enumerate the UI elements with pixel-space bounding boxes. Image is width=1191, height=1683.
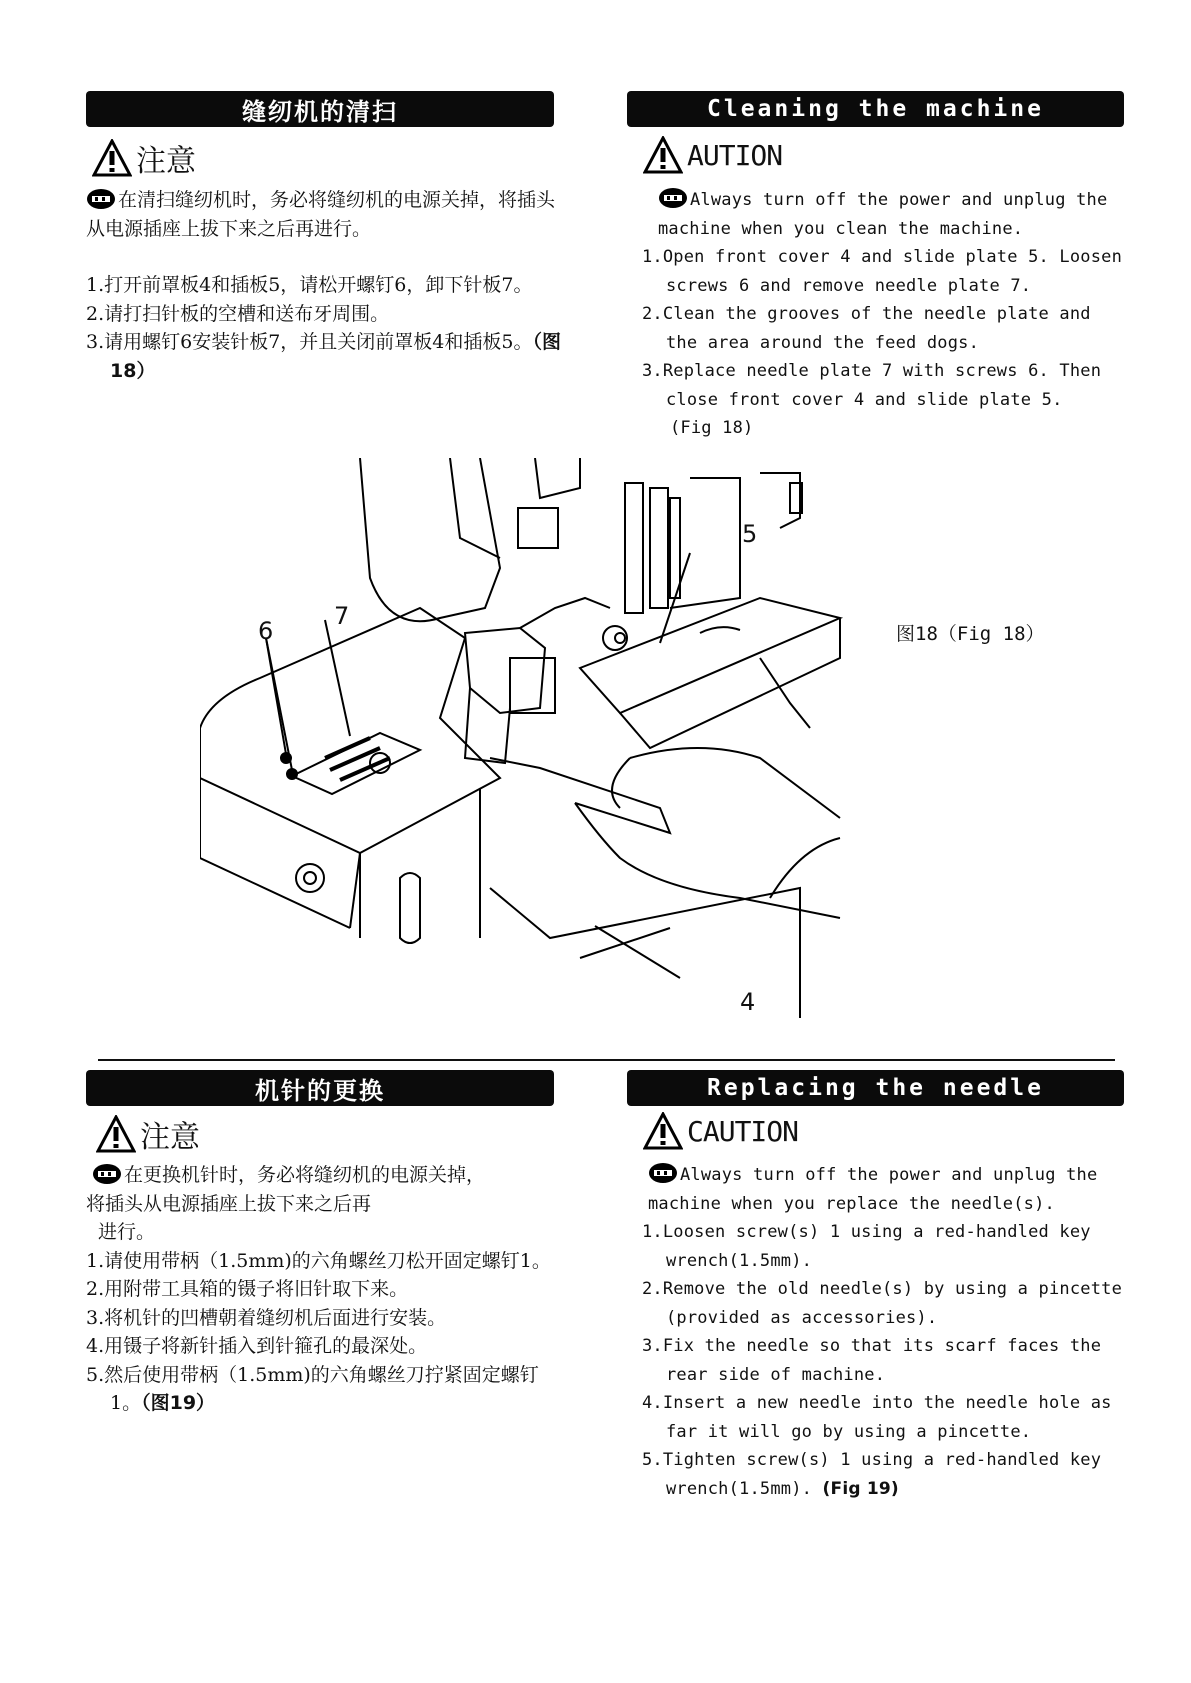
caution-heading-needle-en <box>643 1112 798 1150</box>
step-4: 4.用镊子将新针插入到针箍孔的最深处。 <box>86 1335 428 1357</box>
step-3: 3.Fix the needle so that its scarf faces the rear side of machine. <box>642 1336 1102 1385</box>
unplug-icon <box>658 187 688 209</box>
caution-label: CAUTION <box>687 1114 799 1148</box>
warning-text: 在更换机针时，务必将缝纫机的电源关掉， <box>86 1161 566 1190</box>
callout-6: 6 <box>258 617 274 645</box>
callout-4: 4 <box>740 988 756 1016</box>
caution-label: 注意 <box>136 144 196 179</box>
caution-heading-cleaning-en <box>643 136 782 174</box>
step-3: 3.请用螺钉6安装针板7，并且关闭前罩板4和插板5。（图18） <box>86 331 561 382</box>
step-3: 3.Replace needle plate 7 with screws 6. Then close front cover 4 and slide plate 5. <box>642 361 1102 410</box>
fig-ref: （图18） <box>110 331 561 382</box>
step-5: 5.然后使用带柄（1.5mm)的六角螺丝刀拧紧固定螺钉1。（图19） <box>86 1363 539 1414</box>
warning-text-line-3: 进行。 <box>98 1221 156 1243</box>
caution-label: AUTION <box>687 138 783 172</box>
unplug-icon <box>92 1163 122 1185</box>
section-title-cleaning-en: Cleaning the machine <box>627 91 1124 127</box>
step-2: 2.请打扫针板的空槽和送布牙周围。 <box>86 302 390 325</box>
step-5: 5.Tighten screw(s) 1 using a red-handled key wrench(1.5mm). (Fig 19) <box>642 1450 1102 1499</box>
section-divider <box>98 1059 1115 1061</box>
caution-label: 注意 <box>140 1120 200 1155</box>
step-1: 1.打开前罩板4和插板5，请松开螺钉6，卸下针板7。 <box>86 274 533 296</box>
warning-triangle-icon <box>92 139 132 177</box>
warning-triangle-icon <box>643 136 683 174</box>
cleaning-en-body <box>642 186 1132 443</box>
unplug-icon <box>86 188 116 210</box>
caution-heading-cleaning-cn <box>92 136 196 180</box>
cleaning-cn-body <box>86 186 566 385</box>
warning-text: Always turn off the power and unplug the machine when you clean the machine. <box>642 186 1132 243</box>
callout-5: 5 <box>742 520 758 548</box>
warning-triangle-icon <box>96 1115 136 1153</box>
warning-triangle-icon <box>643 1112 683 1150</box>
fig-ref: (Fig 19) <box>822 1478 899 1499</box>
section-title-needle-en: Replacing the needle <box>627 1070 1124 1106</box>
figure-18-caption: 图18（Fig 18） <box>896 623 1045 645</box>
step-1: 1.Open front cover 4 and slide plate 5. Loosen screws 6 and remove needle plate 7. <box>642 247 1123 296</box>
section-title-cleaning-cn: 缝纫机的清扫 <box>86 91 554 127</box>
unplug-icon <box>648 1162 678 1184</box>
step-1: 1.请使用带柄（1.5mm)的六角螺丝刀松开固定螺钉1。 <box>86 1249 551 1272</box>
needle-en-body <box>642 1161 1132 1503</box>
step-2: 2.Clean the grooves of the needle plate and the area around the feed dogs. <box>642 304 1091 353</box>
step-2: 2.用附带工具箱的镊子将旧针取下来。 <box>86 1278 409 1300</box>
callout-7: 7 <box>334 602 350 630</box>
warning-text: 在清扫缝纫机时，务必将缝纫机的电源关掉，将插头从电源插座上拔下来之后再进行。 <box>86 189 556 240</box>
caution-heading-needle-cn <box>96 1112 200 1156</box>
step-2: 2.Remove the old needle(s) by using a pincette (provided as accessories). <box>642 1279 1123 1328</box>
step-3: 3.将机针的凹槽朝着缝纫机后面进行安装。 <box>86 1306 447 1329</box>
fig-ref: （图19） <box>141 1392 216 1414</box>
section-title-needle-cn: 机针的更换 <box>86 1070 554 1106</box>
figure-18-illustration <box>200 458 860 1018</box>
warning-text-line-2: 将插头从电源插座上拔下来之后再 <box>86 1192 372 1215</box>
warning-text: Always turn off the power and unplug the machine when you replace the needle(s). <box>642 1161 1132 1218</box>
step-1: 1.Loosen screw(s) 1 using a red-handled key wrench(1.5mm). <box>642 1222 1091 1271</box>
needle-cn-body <box>86 1161 566 1418</box>
fig-ref: (Fig 18) <box>670 418 754 438</box>
step-4: 4.Insert a new needle into the needle hole as far it will go by using a pincette. <box>642 1393 1112 1442</box>
